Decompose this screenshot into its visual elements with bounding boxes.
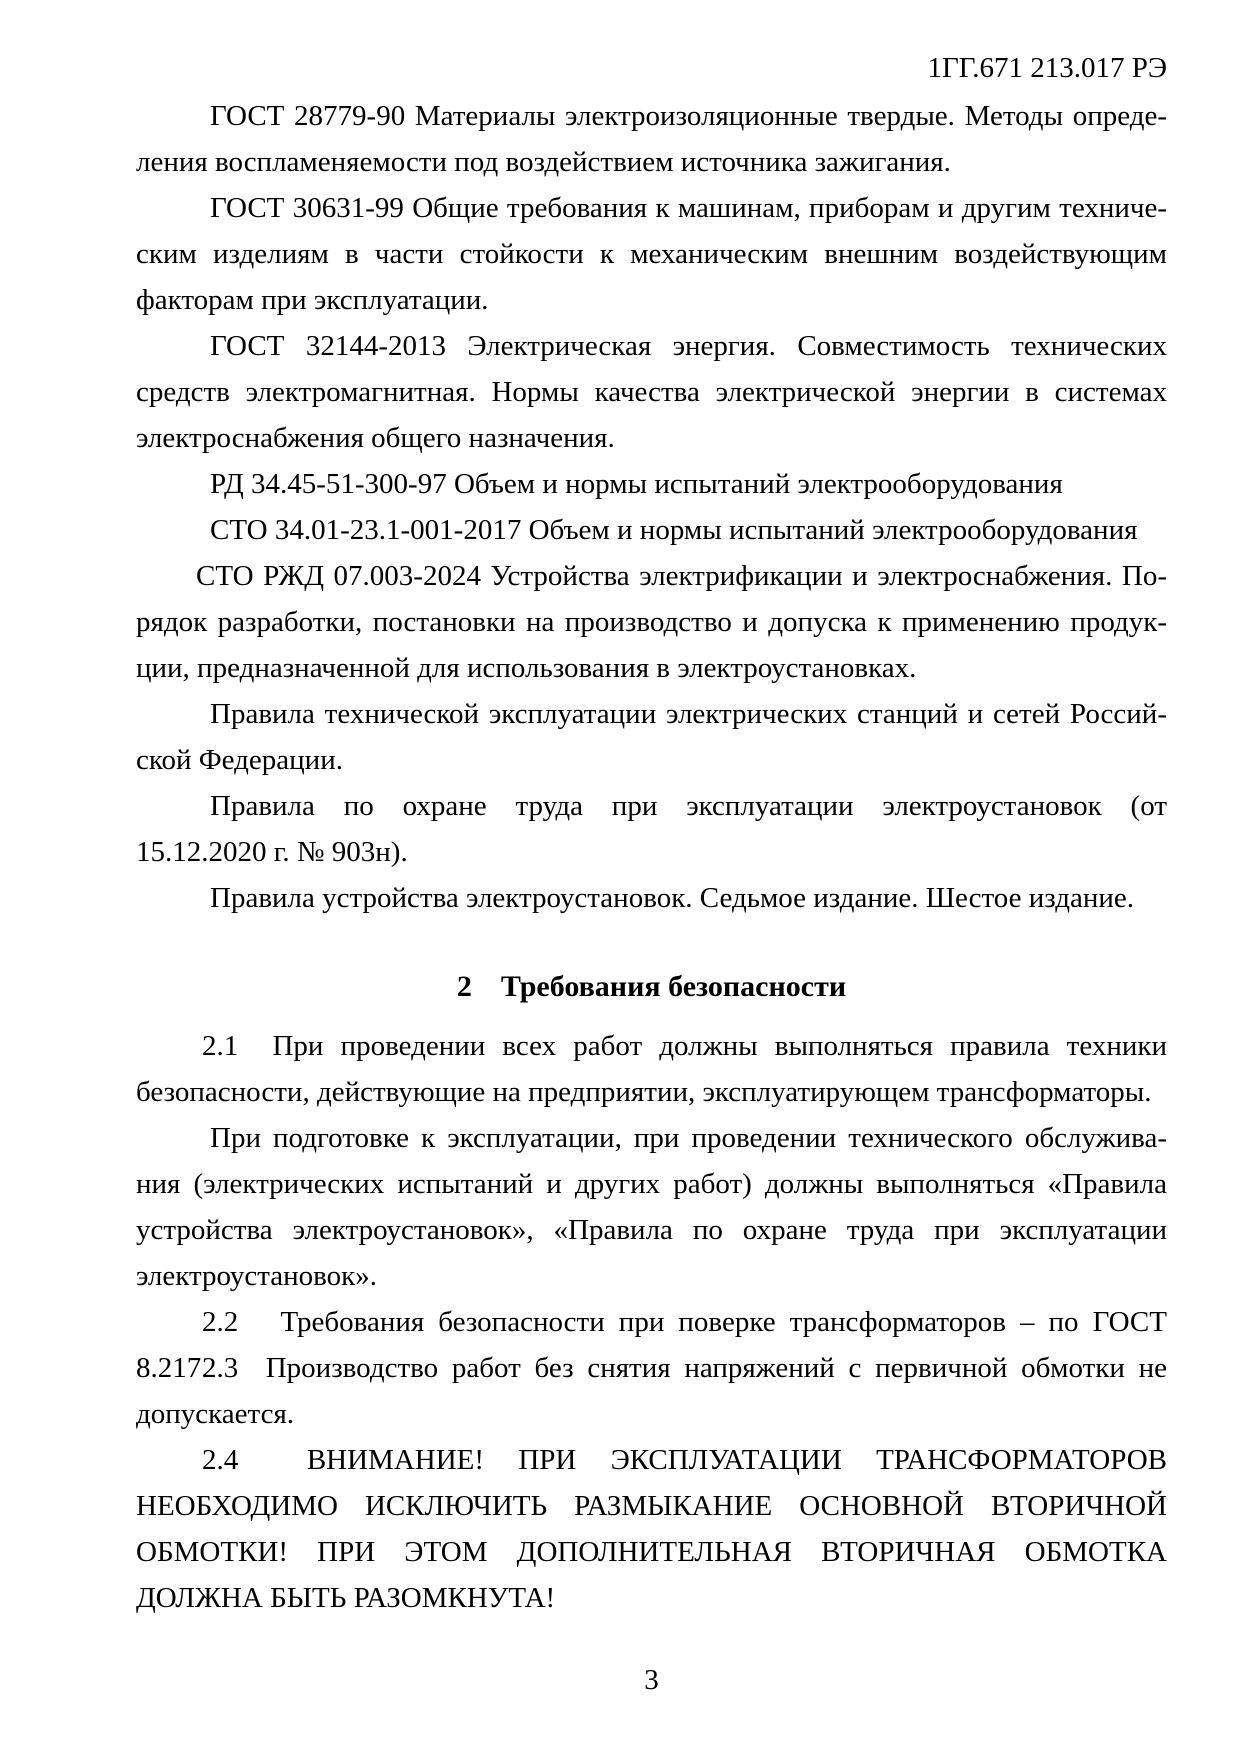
paragraph-line: безопасности, действующие на предприятии, эксплуатирующем трансформаторы.: [136, 1076, 1152, 1108]
paragraph-line: НЕОБХОДИМО ИСКЛЮЧИТЬ РАЗМЫКАНИЕ ОСНОВНОЙ ВТОРИЧНОЙ: [136, 1490, 1167, 1522]
paragraph-line: устройства электроустановок», «Правила по охране труда при эксплуатации: [136, 1214, 1167, 1246]
paragraph: [136, 875, 1167, 921]
paragraph-line: допускается.: [136, 1398, 295, 1430]
paragraph-line: ния (электрических испытаний и других работ) должны выполняться «Правила: [136, 1168, 1167, 1200]
paragraph-line: ГОСТ 32144-2013 Электрическая энергия. Совместимость технических: [210, 330, 1167, 362]
section-title: Требования безопасности: [500, 970, 847, 1003]
paragraph: [136, 553, 1167, 691]
paragraph-line: ДОЛЖНА БЫТЬ РАЗОМКНУТА!: [136, 1582, 556, 1614]
paragraph-line: ции, предназначенной для использования в электроустановках.: [136, 652, 917, 684]
paragraph: [136, 783, 1167, 875]
paragraph-line: СТО РЖД 07.003-2024 Устройства электрификации и электроснабжения. По-: [196, 560, 1167, 592]
section-heading: [136, 964, 1167, 1010]
paragraph-line: ской Федерации.: [136, 744, 343, 776]
paragraph-line: При подготовке к эксплуатации, при проведении технического обслужива-: [210, 1122, 1167, 1154]
paragraph: [136, 1115, 1167, 1299]
paragraph-line: ОБМОТКИ! ПРИ ЭТОМ ДОПОЛНИТЕЛЬНАЯ ВТОРИЧНАЯ ОБМОТКА: [136, 1536, 1167, 1568]
paragraph-line: рядок разработки, постановки на производство и допуска к применению продук-: [136, 606, 1167, 638]
paragraph: [136, 1345, 1167, 1437]
paragraph: [136, 507, 1167, 553]
paragraph-line: средств электромагнитная. Нормы качества электрической энергии в системах: [136, 376, 1167, 408]
paragraph-line: факторам при эксплуатации.: [136, 284, 489, 316]
paragraph: [136, 461, 1167, 507]
paragraph-line: 2.2 Требования безопасности при поверке трансформаторов – по ГОСТ 8.217.: [136, 1306, 1167, 1384]
paragraph-line: 2.4 ВНИМАНИЕ! ПРИ ЭКСПЛУАТАЦИИ ТРАНСФОРМАТОРОВ: [202, 1444, 1167, 1476]
paragraph: [136, 691, 1167, 783]
paragraph-line: ским изделиям в части стойкости к механическим внешним воздействующим: [136, 238, 1167, 270]
paragraph: [136, 93, 1167, 185]
page-number: 3: [644, 1664, 659, 1696]
paragraph-line: ГОСТ 30631-99 Общие требования к машинам, приборам и другим техниче-: [210, 192, 1167, 224]
paragraph: [136, 1023, 1167, 1115]
paragraph-line: электроснабжения общего назначения.: [136, 422, 615, 454]
paragraph-line: ГОСТ 28779-90 Материалы электроизоляционные твердые. Методы опреде-: [210, 100, 1167, 132]
paragraph-line: ления воспламеняемости под воздействием источника зажигания.: [136, 146, 951, 178]
paragraph-line: 15.12.2020 г. № 903н).: [136, 836, 408, 868]
paragraph-line: Правила устройства электроустановок. Седьмое издание. Шестое издание.: [210, 882, 1134, 914]
paragraph-line: СТО 34.01-23.1-001-2017 Объем и нормы испытаний электрооборудования: [210, 514, 1138, 546]
paragraph-line: РД 34.45-51-300-97 Объем и нормы испытаний электрооборудования: [210, 468, 1063, 500]
paragraph: [136, 1437, 1167, 1621]
paragraph-line: Правила по охране труда при эксплуатации электроустановок (от: [210, 790, 1167, 822]
document-code-header: 1ГГ.671 213.017 РЭ: [927, 52, 1167, 84]
paragraph: [136, 185, 1167, 323]
paragraph-line: 2.3 Производство работ без снятия напряжений с первичной обмотки не: [202, 1352, 1167, 1384]
paragraph: [136, 323, 1167, 461]
paragraph-line: Правила технической эксплуатации электрических станций и сетей Россий-: [210, 698, 1167, 730]
paragraph-line: 2.1 При проведении всех работ должны выполняться правила техники: [202, 1030, 1167, 1062]
section-number: 2: [456, 970, 472, 1003]
paragraph-line: электроустановок».: [136, 1260, 378, 1292]
document-body: [136, 93, 1167, 1621]
